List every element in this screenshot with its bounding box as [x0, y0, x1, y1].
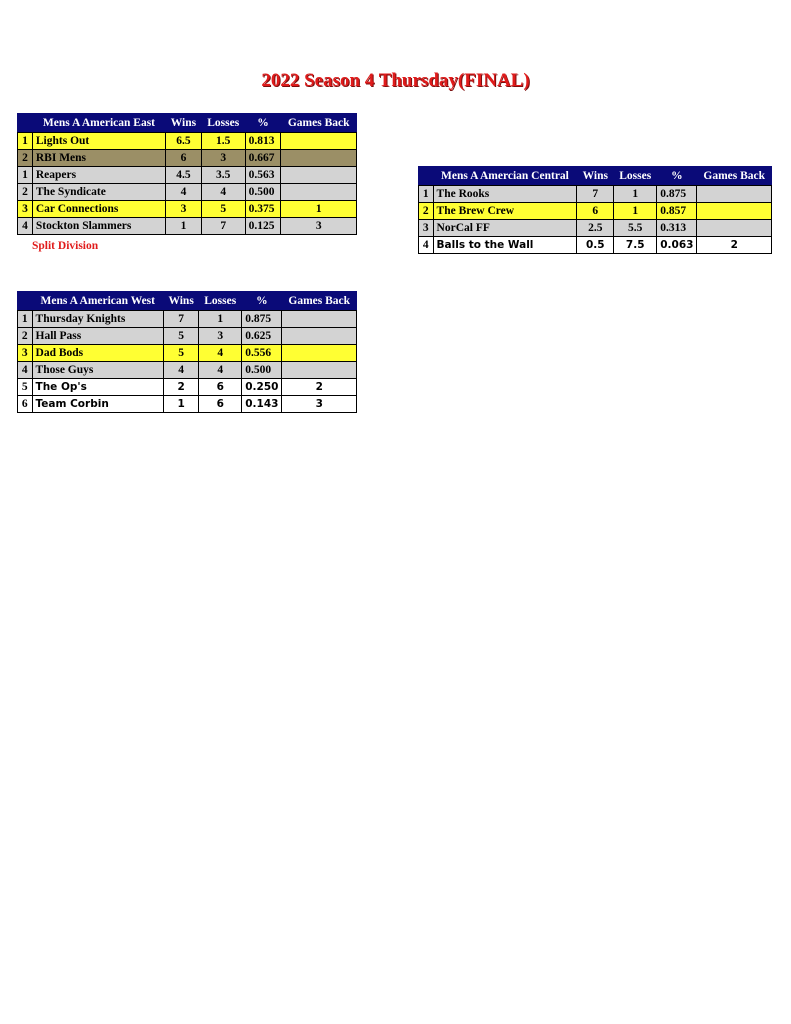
table-row	[18, 150, 357, 167]
header-losses: Losses	[199, 292, 242, 311]
header-wins: Wins	[164, 292, 199, 311]
header-division: Mens A American West	[32, 292, 163, 311]
losses-cell: 5	[201, 201, 245, 218]
games-back-cell	[697, 203, 772, 220]
rank-cell: 2	[18, 150, 33, 167]
rank-cell: 2	[419, 203, 434, 220]
wins-cell: 6	[166, 150, 202, 167]
losses-cell: 7	[201, 218, 245, 235]
games-back-cell	[697, 220, 772, 237]
header-rank	[18, 114, 33, 133]
pct-cell: 0.125	[245, 218, 281, 235]
wins-cell: 4.5	[166, 167, 202, 184]
games-back-cell	[282, 345, 357, 362]
games-back-cell: 2	[697, 237, 772, 254]
losses-cell: 4	[199, 362, 242, 379]
table-row	[18, 311, 357, 328]
table-row	[18, 167, 357, 184]
team-cell: NorCal FF	[433, 220, 577, 237]
pct-cell: 0.875	[242, 311, 282, 328]
header-losses: Losses	[201, 114, 245, 133]
header-games-back: Games Back	[281, 114, 357, 133]
losses-cell: 3.5	[201, 167, 245, 184]
wins-cell: 1	[166, 218, 202, 235]
rank-cell: 1	[18, 167, 33, 184]
team-cell: The Brew Crew	[433, 203, 577, 220]
team-cell: RBI Mens	[32, 150, 165, 167]
standings-table-west	[17, 291, 357, 413]
pct-cell: 0.313	[657, 220, 697, 237]
wins-cell: 3	[166, 201, 202, 218]
table-row	[18, 328, 357, 345]
table-row	[18, 345, 357, 362]
pct-cell: 0.875	[657, 186, 697, 203]
header-pct: %	[242, 292, 282, 311]
team-cell: The Syndicate	[32, 184, 165, 201]
table-row	[419, 220, 772, 237]
pct-cell: 0.250	[242, 379, 282, 396]
pct-cell: 0.625	[242, 328, 282, 345]
pct-cell: 0.813	[245, 133, 281, 150]
rank-cell: 2	[18, 328, 33, 345]
table-row	[18, 184, 357, 201]
table-header	[419, 167, 772, 186]
table-row	[18, 201, 357, 218]
games-back-cell	[281, 150, 357, 167]
header-games-back: Games Back	[282, 292, 357, 311]
table-row	[18, 379, 357, 396]
rank-cell: 1	[18, 133, 33, 150]
wins-cell: 2	[164, 379, 199, 396]
losses-cell: 1	[614, 186, 657, 203]
rank-cell: 1	[419, 186, 434, 203]
losses-cell: 6	[199, 396, 242, 413]
losses-cell: 4	[201, 184, 245, 201]
header-wins: Wins	[166, 114, 202, 133]
losses-cell: 1	[199, 311, 242, 328]
team-cell: Reapers	[32, 167, 165, 184]
pct-cell: 0.563	[245, 167, 281, 184]
losses-cell: 6	[199, 379, 242, 396]
team-cell: Thursday Knights	[32, 311, 163, 328]
rank-cell: 4	[419, 237, 434, 254]
wins-cell: 7	[577, 186, 614, 203]
table-row	[419, 186, 772, 203]
wins-cell: 5	[164, 328, 199, 345]
wins-cell: 0.5	[577, 237, 614, 254]
rank-cell: 4	[18, 362, 33, 379]
wins-cell: 1	[164, 396, 199, 413]
pct-cell: 0.556	[242, 345, 282, 362]
table-row	[18, 133, 357, 150]
losses-cell: 3	[201, 150, 245, 167]
rank-cell: 5	[18, 379, 33, 396]
rank-cell: 3	[18, 345, 33, 362]
pct-cell: 0.500	[242, 362, 282, 379]
pct-cell: 0.500	[245, 184, 281, 201]
pct-cell: 0.143	[242, 396, 282, 413]
rank-cell: 4	[18, 218, 33, 235]
table-row	[419, 237, 772, 254]
team-cell: The Op's	[32, 379, 163, 396]
pct-cell: 0.375	[245, 201, 281, 218]
games-back-cell: 2	[282, 379, 357, 396]
losses-cell: 3	[199, 328, 242, 345]
team-cell: Car Connections	[32, 201, 165, 218]
games-back-cell	[281, 167, 357, 184]
pct-cell: 0.857	[657, 203, 697, 220]
table-row	[18, 362, 357, 379]
games-back-cell: 1	[281, 201, 357, 218]
wins-cell: 5	[164, 345, 199, 362]
wins-cell: 4	[166, 184, 202, 201]
games-back-cell: 3	[282, 396, 357, 413]
header-pct: %	[657, 167, 697, 186]
team-cell: Hall Pass	[32, 328, 163, 345]
table-row	[419, 203, 772, 220]
wins-cell: 4	[164, 362, 199, 379]
team-cell: Those Guys	[32, 362, 163, 379]
page-title: 2022 Season 4 Thursday(FINAL)	[261, 70, 530, 91]
losses-cell: 4	[199, 345, 242, 362]
games-back-cell	[697, 186, 772, 203]
standings-table-central	[418, 166, 772, 254]
games-back-cell	[282, 362, 357, 379]
header-division: Mens A Amercian Central	[433, 167, 577, 186]
header-rank	[18, 292, 33, 311]
games-back-cell	[281, 133, 357, 150]
games-back-cell	[281, 184, 357, 201]
pct-cell: 0.667	[245, 150, 281, 167]
losses-cell: 1.5	[201, 133, 245, 150]
rank-cell: 3	[419, 220, 434, 237]
wins-cell: 7	[164, 311, 199, 328]
table-row	[18, 396, 357, 413]
rank-cell: 1	[18, 311, 33, 328]
team-cell: Team Corbin	[32, 396, 163, 413]
header-wins: Wins	[577, 167, 614, 186]
rank-cell: 2	[18, 184, 33, 201]
wins-cell: 6	[577, 203, 614, 220]
table-header	[18, 292, 357, 311]
standings-table-east	[17, 113, 357, 235]
header-losses: Losses	[614, 167, 657, 186]
games-back-cell	[282, 328, 357, 345]
wins-cell: 6.5	[166, 133, 202, 150]
losses-cell: 5.5	[614, 220, 657, 237]
losses-cell: 1	[614, 203, 657, 220]
team-cell: Dad Bods	[32, 345, 163, 362]
rank-cell: 6	[18, 396, 33, 413]
team-cell: Balls to the Wall	[433, 237, 577, 254]
table-header	[18, 114, 357, 133]
team-cell: Stockton Slammers	[32, 218, 165, 235]
header-pct: %	[245, 114, 281, 133]
games-back-cell	[282, 311, 357, 328]
team-cell: Lights Out	[32, 133, 165, 150]
team-cell: The Rooks	[433, 186, 577, 203]
header-division: Mens A American East	[32, 114, 165, 133]
split-division-note: Split Division	[32, 240, 99, 252]
table-row	[18, 218, 357, 235]
header-rank	[419, 167, 434, 186]
losses-cell: 7.5	[614, 237, 657, 254]
header-games-back: Games Back	[697, 167, 772, 186]
games-back-cell: 3	[281, 218, 357, 235]
rank-cell: 3	[18, 201, 33, 218]
pct-cell: 0.063	[657, 237, 697, 254]
wins-cell: 2.5	[577, 220, 614, 237]
